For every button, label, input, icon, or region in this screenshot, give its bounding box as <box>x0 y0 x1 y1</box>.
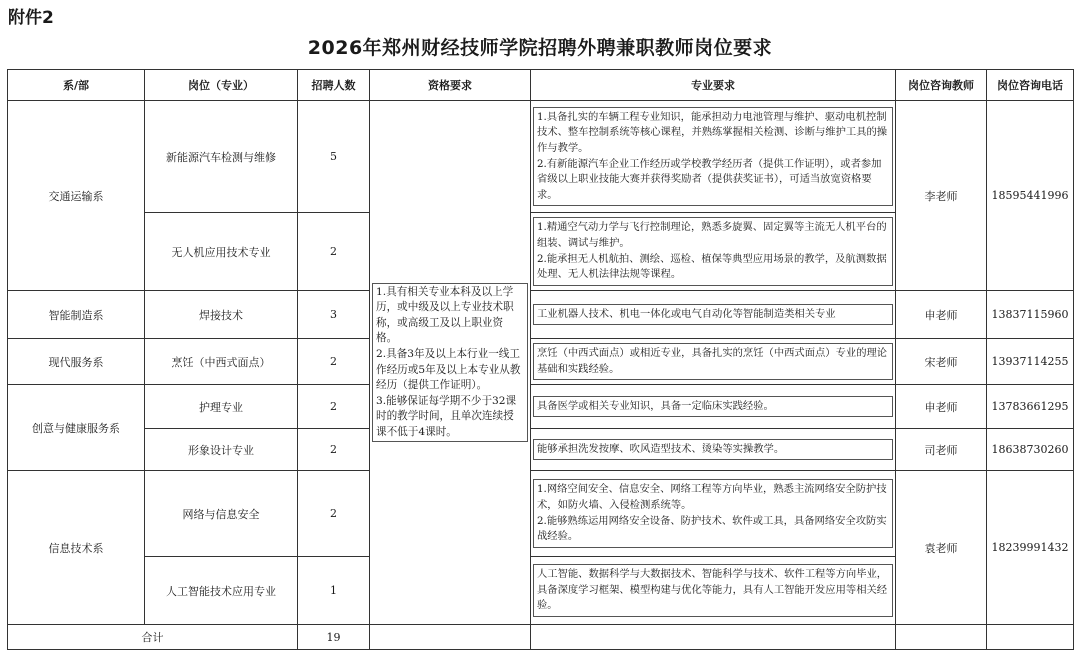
position-cell: 网络与信息安全 <box>145 471 298 557</box>
position-cell: 新能源汽车检测与维修 <box>145 101 298 213</box>
header-consult-phone: 岗位咨询电话 <box>987 70 1074 101</box>
major-requirement-box <box>533 217 893 285</box>
consult-phone-cell: 13837115960 <box>987 291 1074 339</box>
major-requirement-box <box>533 479 893 547</box>
major-requirement-line: 具备医学或相关专业知识，具备一定临床实践经验。 <box>537 399 774 412</box>
consult-teacher-cell: 袁老师 <box>896 471 987 625</box>
position-cell: 护理专业 <box>145 385 298 429</box>
count-cell: 2 <box>298 429 370 471</box>
consult-teacher-cell: 申老师 <box>896 291 987 339</box>
table-row <box>8 429 1074 471</box>
position-cell: 焊接技术 <box>145 291 298 339</box>
department-cell: 信息技术系 <box>8 471 145 625</box>
empty-cell <box>987 625 1074 650</box>
count-cell: 2 <box>298 471 370 557</box>
department-cell: 现代服务系 <box>8 339 145 385</box>
major-requirement-box <box>533 343 893 380</box>
total-row <box>8 625 1074 650</box>
count-cell: 2 <box>298 385 370 429</box>
position-cell: 烹饪（中西式面点） <box>145 339 298 385</box>
major-requirement-line: 烹饪（中西式面点）或相近专业，具备扎实的烹饪（中西式面点）专业的理论基础和实践经验。 <box>537 346 888 375</box>
major-requirement-cell <box>531 339 896 385</box>
major-requirement-line: 1.网络空间安全、信息安全、网络工程等方向毕业，熟悉主流网络安全防护技术，如防火墙、入侵检测系统等。 <box>537 483 887 511</box>
major-requirement-box <box>533 107 893 207</box>
position-cell: 形象设计专业 <box>145 429 298 471</box>
major-requirement-line: 人工智能、数据科学与大数据技术、智能科学与技术、软件工程等方向毕业，具备深度学习框架、模型构建与优化等能力，具有人工智能开发应用等相关经验。 <box>537 568 888 612</box>
major-requirement-box <box>533 439 893 461</box>
qualification-line: 2.具备3年及以上本行业一线工作经历或5年及以上本专业从教经历（提供工作证明）。 <box>376 347 521 392</box>
consult-phone-cell: 18595441996 <box>987 101 1074 291</box>
requirements-table <box>7 69 1074 650</box>
major-requirement-cell <box>531 429 896 471</box>
consult-teacher-cell: 宋老师 <box>896 339 987 385</box>
count-cell: 2 <box>298 339 370 385</box>
major-requirement-cell <box>531 101 896 213</box>
consult-teacher-cell: 申老师 <box>896 385 987 429</box>
position-cell: 人工智能技术应用专业 <box>145 557 298 625</box>
count-cell: 5 <box>298 101 370 213</box>
table-row <box>8 101 1074 213</box>
table-row <box>8 291 1074 339</box>
major-requirement-box <box>533 304 893 326</box>
consult-teacher-cell: 李老师 <box>896 101 987 291</box>
header-department: 系/部 <box>8 70 145 101</box>
major-requirement-line: 工业机器人技术、机电一体化或电气自动化等智能制造类相关专业 <box>537 307 836 320</box>
major-requirement-box <box>533 396 893 418</box>
count-cell: 2 <box>298 213 370 291</box>
empty-cell <box>531 625 896 650</box>
consult-phone-cell: 18239991432 <box>987 471 1074 625</box>
table-row <box>8 471 1074 557</box>
header-row <box>8 70 1074 101</box>
total-count: 19 <box>298 625 370 650</box>
empty-cell <box>896 625 987 650</box>
table-row <box>8 385 1074 429</box>
attachment-label: 附件2 <box>8 8 54 28</box>
position-cell: 无人机应用技术专业 <box>145 213 298 291</box>
header-count: 招聘人数 <box>298 70 370 101</box>
major-requirement-box <box>533 564 893 617</box>
major-requirement-cell <box>531 213 896 291</box>
qualification-box <box>372 283 528 443</box>
major-requirement-cell <box>531 471 896 557</box>
major-requirement-line: 能够承担洗发按摩、吹风造型技术、烫染等实操教学。 <box>537 442 785 455</box>
major-requirement-line: 1.具备扎实的车辆工程专业知识，能承担动力电池管理与维护、驱动电机控制技术、整车控制系统等核心课程，并熟练掌握相关检测、诊断与维护工具的操作与教学。 <box>537 110 888 154</box>
header-position: 岗位（专业） <box>145 70 298 101</box>
empty-cell <box>370 625 531 650</box>
document-title: 2026年郑州财经技师学院招聘外聘兼职教师岗位要求 <box>307 37 773 59</box>
major-requirement-line: 1.精通空气动力学与飞行控制理论，熟悉多旋翼、固定翼等主流无人机平台的组装、调试与维护。 <box>537 221 887 249</box>
department-cell: 交通运输系 <box>8 101 145 291</box>
header-major-requirement: 专业要求 <box>531 70 896 101</box>
consult-phone-cell: 13783661295 <box>987 385 1074 429</box>
count-cell: 1 <box>298 557 370 625</box>
count-cell: 3 <box>298 291 370 339</box>
qualification-line: 1.具有相关专业本科及以上学历，或中级及以上专业技术职称，或高级工及以上职业资格。 <box>376 285 514 345</box>
major-requirement-cell <box>531 557 896 625</box>
header-qualification: 资格要求 <box>370 70 531 101</box>
qualification-line: 3.能够保证每学期不少于32课时的教学时间，且单次连续授课不低于4课时。 <box>376 394 517 438</box>
table-row <box>8 339 1074 385</box>
department-cell: 智能制造系 <box>8 291 145 339</box>
header-consult-teacher: 岗位咨询教师 <box>896 70 987 101</box>
major-requirement-line: 2.能够熟练运用网络安全设备、防护技术、软件或工具，具备网络安全攻防实战经验。 <box>537 514 887 543</box>
major-requirement-line: 2.有新能源汽车企业工作经历或学校教学经历者（提供工作证明），或者参加省级以上职业技能大赛并获得奖励者（提供获奖证书），可适当放宽资格要求。 <box>537 157 882 201</box>
major-requirement-cell <box>531 385 896 429</box>
qualification-cell <box>370 101 531 625</box>
consult-phone-cell: 18638730260 <box>987 429 1074 471</box>
consult-teacher-cell: 司老师 <box>896 429 987 471</box>
major-requirement-cell <box>531 291 896 339</box>
major-requirement-line: 2.能承担无人机航拍、测绘、巡检、植保等典型应用场景的教学，及航测数据处理、无人机法律法规等课程。 <box>537 252 887 281</box>
total-label: 合计 <box>8 625 298 650</box>
consult-phone-cell: 13937114255 <box>987 339 1074 385</box>
department-cell: 创意与健康服务系 <box>8 385 145 471</box>
